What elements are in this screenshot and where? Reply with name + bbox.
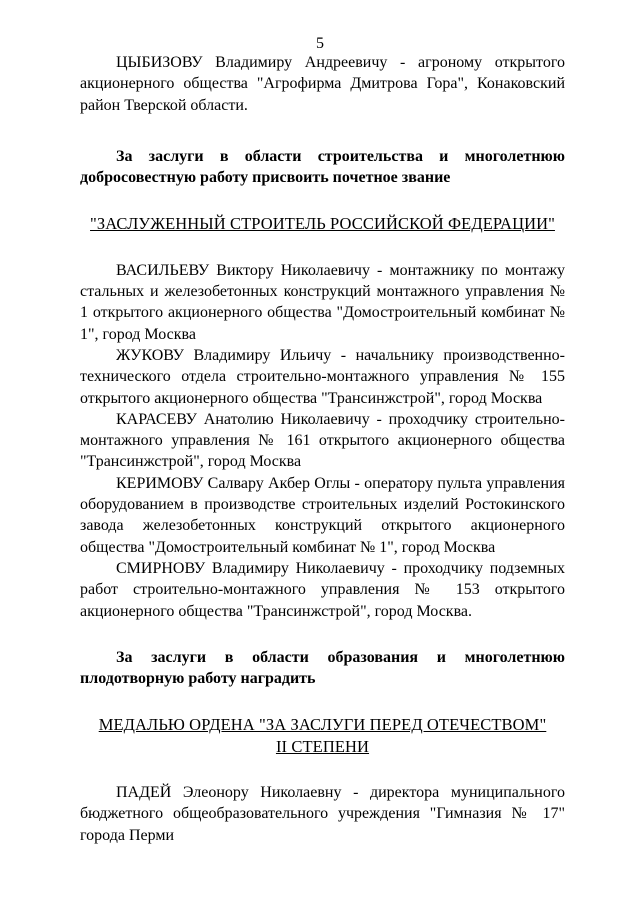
section2-preamble: За заслуги в области образования и многолетнюю плодотворную работу наградить xyxy=(80,648,565,688)
award-entry-karasev: КАРАСЕВУ Анатолию Николаевичу - проходчику строительно-монтажного управления № 161 открытого акционерного общества "Трансинжстрой", город Москва xyxy=(80,410,565,471)
section2-award-title-line2: II СТЕПЕНИ xyxy=(275,736,370,756)
award-entry-tsybizov: ЦЫБИЗОВУ Владимиру Андреевичу - агроному открытого акционерного общества "Агрофирма Дмитрова Гора", Конаковский район Тверской области. xyxy=(80,54,565,114)
award-entry-smirnov: СМИРНОВУ Владимиру Николаевичу - проходчику подземных работ строительно-монтажного управления № 153 открытого акционерного общества "Трансинжстрой", город Москва. xyxy=(80,559,565,620)
award-entry-padei: ПАДЕЙ Элеонору Николаевну - директора муниципального бюджетного общеобразовательного учреждения "Гимназия № 17" города Перми xyxy=(80,784,565,844)
page-number: 5 xyxy=(316,35,324,52)
section1-award-title: "ЗАСЛУЖЕННЫЙ СТРОИТЕЛЬ РОССИЙСКОЙ ФЕДЕРАЦИИ" xyxy=(90,214,555,234)
award-entry-zhukov: ЖУКОВУ Владимиру Ильичу - начальнику производственно-технического отдела строительно-монтажного управления № 155 открытого акционерного общества "Трансинжстрой", город Москва xyxy=(80,346,565,407)
section1-preamble: За заслуги в области строительства и многолетнюю добросовестную работу присвоить почетное звание xyxy=(80,147,565,187)
document-body xyxy=(80,52,565,846)
award-entry-kerimov: КЕРИМОВУ Салвару Акбер Оглы - оператору пульта управления оборудованием в производстве строительных изделий Ростокинского завода железобетонных конструкций открытого акционерного общества "Домостроительный комбинат № 1", город Москва xyxy=(80,474,565,556)
award-entry-vasiliev: ВАСИЛЬЕВУ Виктору Николаевичу - монтажнику по монтажу стальных и железобетонных конструкций монтажного управления № 1 открытого акционерного общества "Домостроительный комбинат № 1", город Москва xyxy=(80,261,565,343)
section2-award-title-line1: МЕДАЛЬЮ ОРДЕНА "ЗА ЗАСЛУГИ ПЕРЕД ОТЕЧЕСТВОМ" xyxy=(98,715,547,735)
